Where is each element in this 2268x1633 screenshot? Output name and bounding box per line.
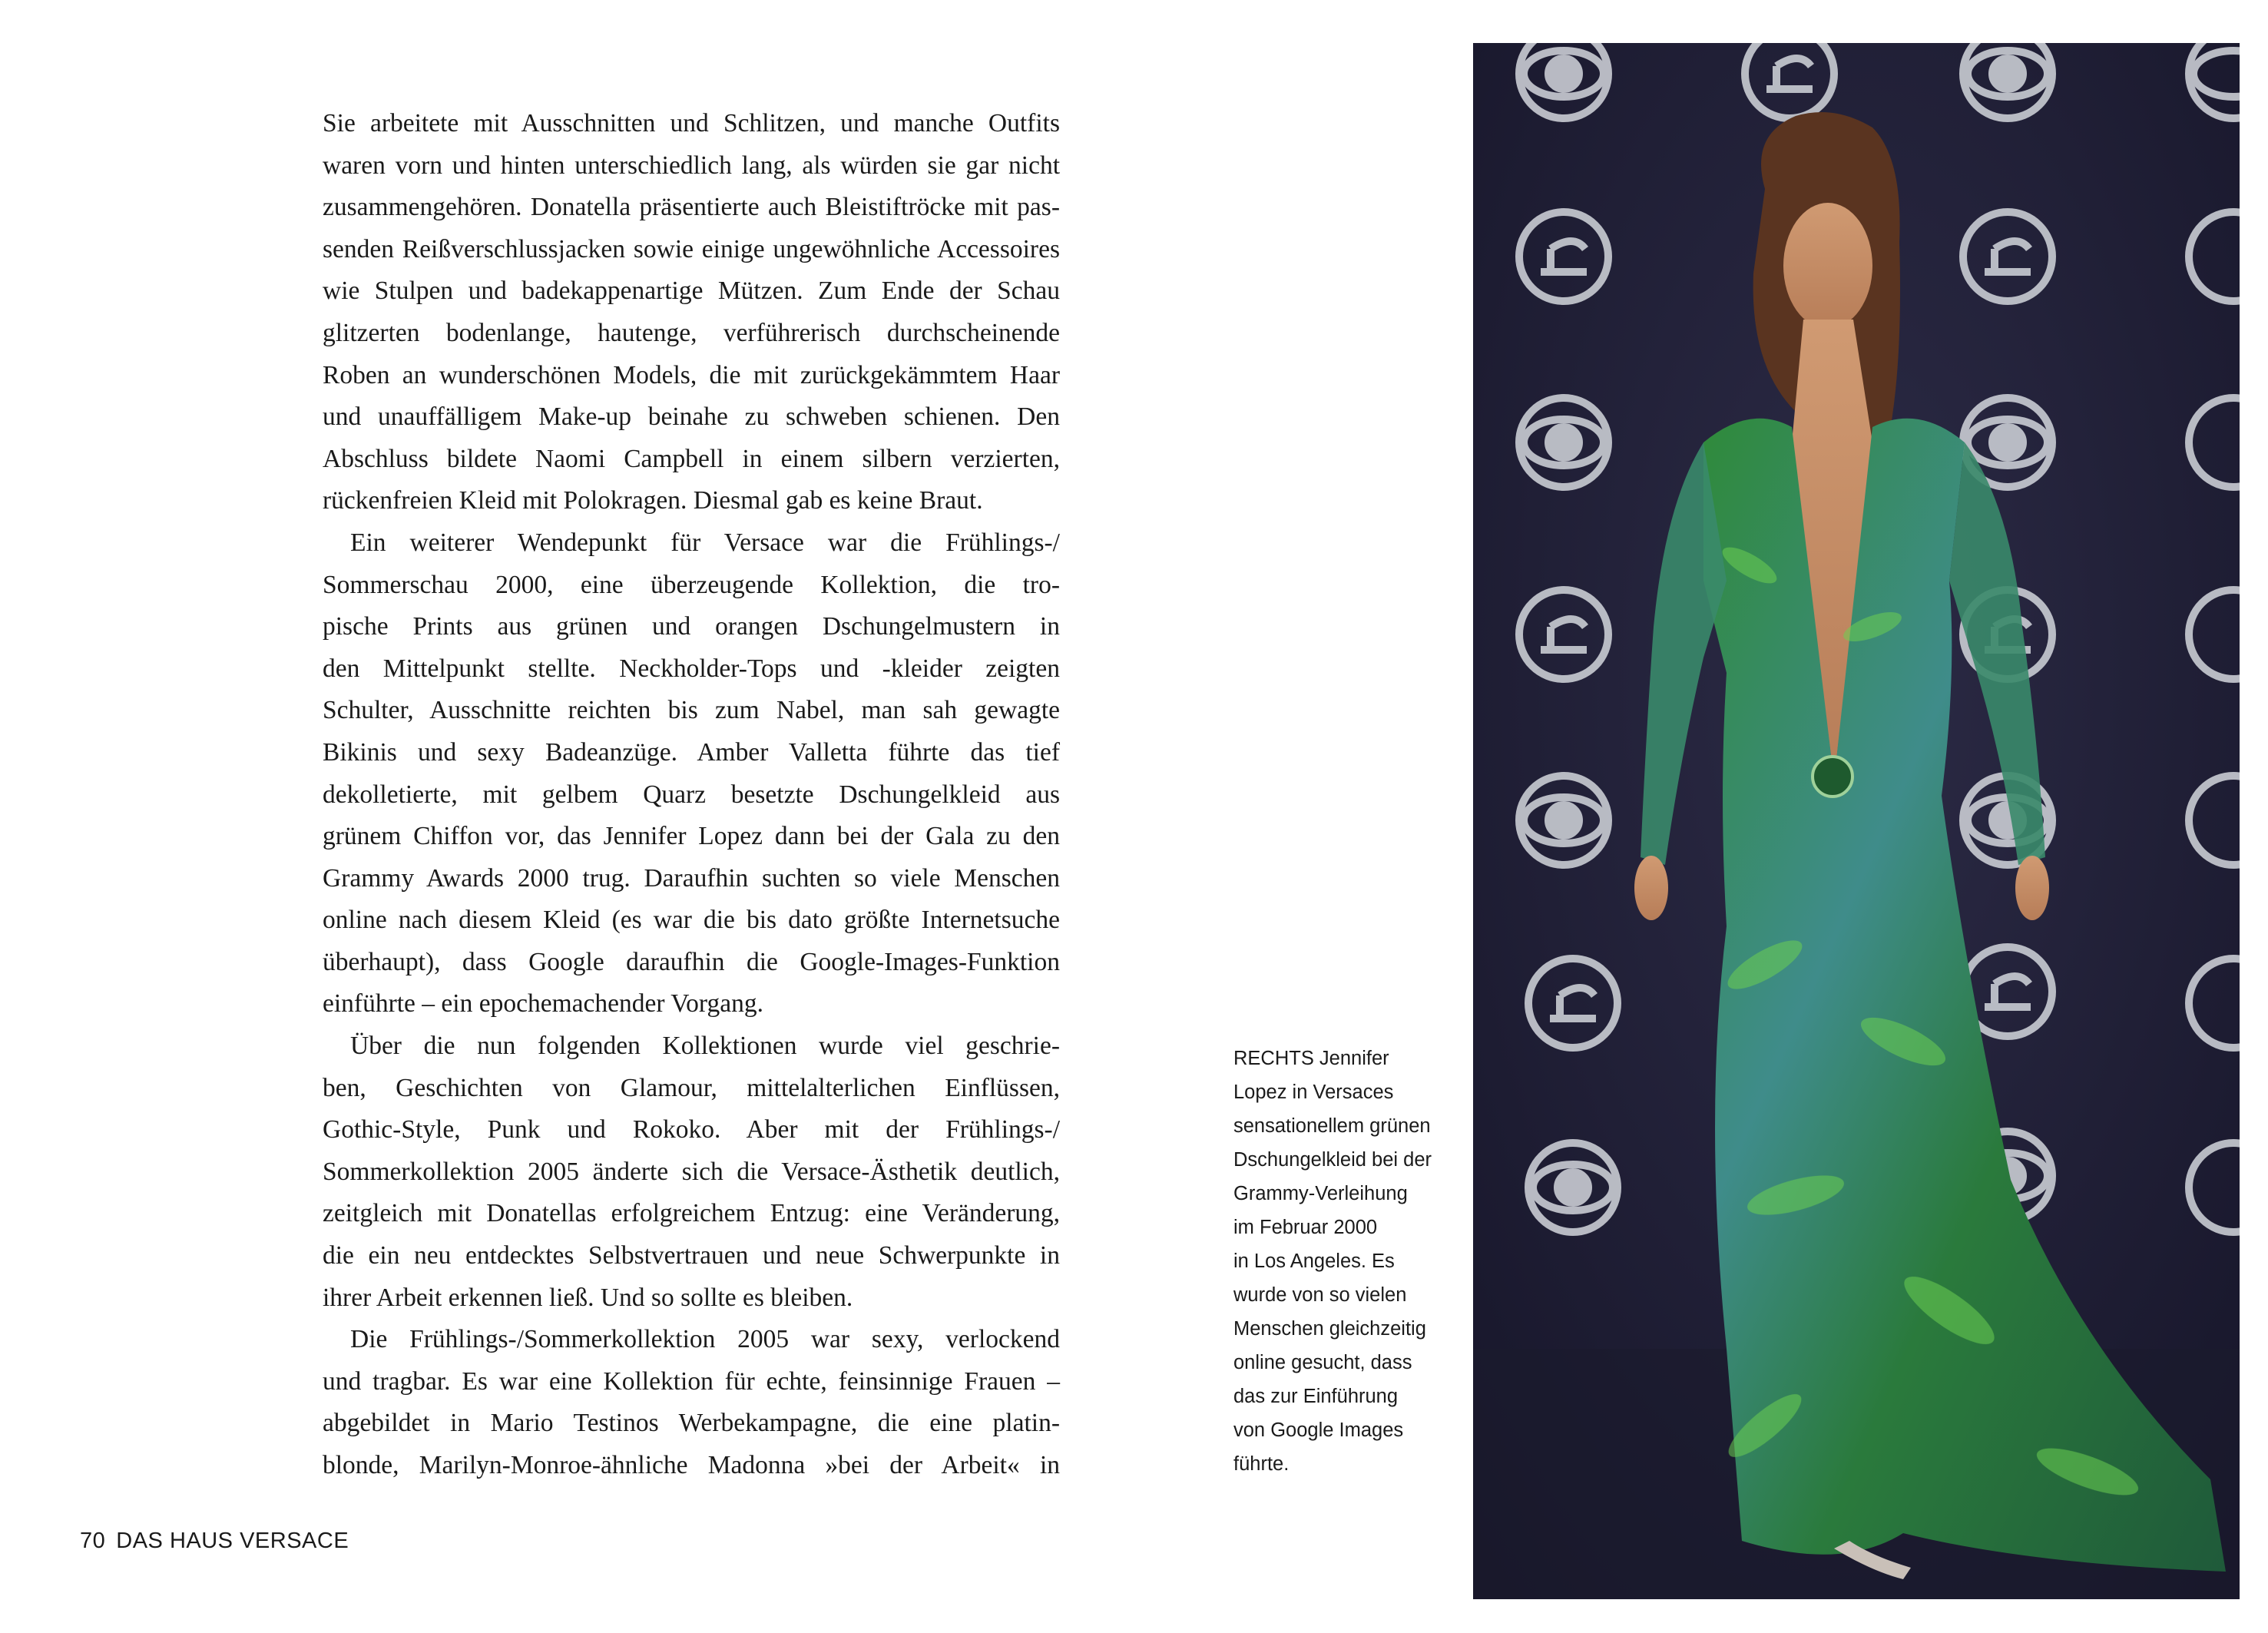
text-line: pische Prints aus grünen und orangen Dschungelmustern in bbox=[323, 612, 1060, 641]
caption-line: wurde von so vielen bbox=[1233, 1284, 1407, 1306]
text-line: ihrer Arbeit erkennen ließ. Und so sollte es bleiben. bbox=[323, 1283, 853, 1312]
text-line: Abschluss bildete Naomi Campbell in einem silbern verzierten, bbox=[323, 444, 1060, 473]
text-line: wie Stulpen und badekappenartige Mützen. Zum Ende der Schau bbox=[323, 277, 1060, 306]
text-line: Sie arbeitete mit Ausschnitten und Schlitzen, und manche Outfits bbox=[323, 109, 1060, 137]
text-line: Grammy Awards 2000 trug. Daraufhin suchten so viele Menschen bbox=[323, 863, 1060, 893]
text-line: abgebildet in Mario Testinos Werbekampagne, die eine platin- bbox=[323, 1409, 1060, 1438]
caption-line: von Google Images bbox=[1233, 1419, 1404, 1441]
text-line: grünem Chiffon vor, das Jennifer Lopez dann bei der Gala zu den bbox=[323, 822, 1060, 851]
text-line: dekolletierte, mit gelbem Quarz besetzte Dschungelkleid aus bbox=[323, 780, 1060, 809]
text-line: Roben an wunderschönen Models, die mit zurückgekämmtem Haar bbox=[323, 360, 1060, 389]
text-line: ben, Geschichten von Glamour, mittelalterlichen Einflüssen, bbox=[323, 1073, 1060, 1102]
caption-line: Dschungelkleid bei der bbox=[1233, 1149, 1432, 1171]
text-line: Sommerschau 2000, eine überzeugende Kollektion, die tro- bbox=[323, 570, 1060, 599]
caption-line: sensationellem grünen bbox=[1233, 1115, 1431, 1137]
caption-line: Grammy-Verleihung bbox=[1233, 1183, 1408, 1204]
text-line: Die Frühlings-/Sommerkollektion 2005 war sexy, verlockend bbox=[350, 1325, 1060, 1354]
running-title: DAS HAUS VERSACE bbox=[116, 1529, 349, 1553]
page-footer bbox=[80, 1529, 359, 1554]
text-line: blonde, Marilyn-Monroe-ähnliche Madonna »bei der Arbeit« in bbox=[323, 1451, 1060, 1479]
text-line: zeitgleich mit Donatellas erfolgreichem Entzug: eine Veränderung, bbox=[323, 1199, 1060, 1228]
text-line: waren vorn und hinten unterschiedlich lang, als würden sie gar nicht bbox=[323, 151, 1060, 180]
text-line: senden Reißverschlussjacken sowie einige ungewöhnliche Accessoires bbox=[323, 234, 1060, 263]
text-line: glitzerten bodenlange, hautenge, verführerisch durchscheinende bbox=[323, 318, 1060, 347]
caption-line: Lopez in Versaces bbox=[1233, 1081, 1394, 1103]
text-line: und tragbar. Es war eine Kollektion für echte, feinsinnige Frauen – bbox=[323, 1366, 1060, 1396]
text-line: die ein neu entdecktes Selbstvertrauen und neue Schwerpunkte in bbox=[323, 1241, 1060, 1270]
text-line: Über die nun folgenden Kollektionen wurde viel geschrie- bbox=[350, 1032, 1060, 1061]
photo-caption bbox=[1233, 1042, 1464, 1481]
caption-line: RECHTS Jennifer bbox=[1233, 1048, 1389, 1069]
caption-line: im Februar 2000 bbox=[1233, 1217, 1378, 1238]
text-line: Gothic-Style, Punk und Rokoko. Aber mit der Frühlings-/ bbox=[323, 1115, 1060, 1144]
text-line: überhaupt), dass Google daraufhin die Google-Images-Funktion bbox=[323, 947, 1060, 976]
text-line: Sommerkollektion 2005 änderte sich die Versace-Ästhetik deutlich, bbox=[323, 1157, 1060, 1186]
text-line: den Mittelpunkt stellte. Neckholder-Tops und -kleider zeigten bbox=[323, 654, 1060, 683]
caption-line: Menschen gleichzeitig bbox=[1233, 1318, 1426, 1340]
page-number: 70 bbox=[80, 1529, 106, 1553]
photo-jennifer-lopez-grammy bbox=[1473, 43, 2240, 1599]
text-line: Ein weiterer Wendepunkt für Versace war die Frühlings-/ bbox=[350, 528, 1060, 557]
caption-line: führte. bbox=[1233, 1453, 1290, 1475]
text-line: rückenfreien Kleid mit Polokragen. Diesmal gab es keine Braut. bbox=[323, 486, 983, 515]
caption-line: das zur Einführung bbox=[1233, 1386, 1399, 1407]
caption-line: in Los Angeles. Es bbox=[1233, 1250, 1395, 1272]
text-line: Bikinis und sexy Badeanzüge. Amber Valletta führte das tief bbox=[323, 737, 1060, 767]
body-text bbox=[323, 103, 1060, 1487]
text-line: einführte – ein epochemachender Vorgang. bbox=[323, 989, 763, 1019]
text-line: zusammengehören. Donatella präsentierte auch Bleistiftröcke mit pas- bbox=[323, 193, 1060, 222]
caption-line: online gesucht, dass bbox=[1233, 1352, 1412, 1373]
text-line: und unauffälligem Make-up beinahe zu schweben schienen. Den bbox=[323, 402, 1060, 432]
text-line: Schulter, Ausschnitte reichten bis zum Nabel, man sah gewagte bbox=[323, 696, 1060, 725]
text-line: online nach diesem Kleid (es war die bis dato größte Internetsuche bbox=[323, 906, 1060, 935]
